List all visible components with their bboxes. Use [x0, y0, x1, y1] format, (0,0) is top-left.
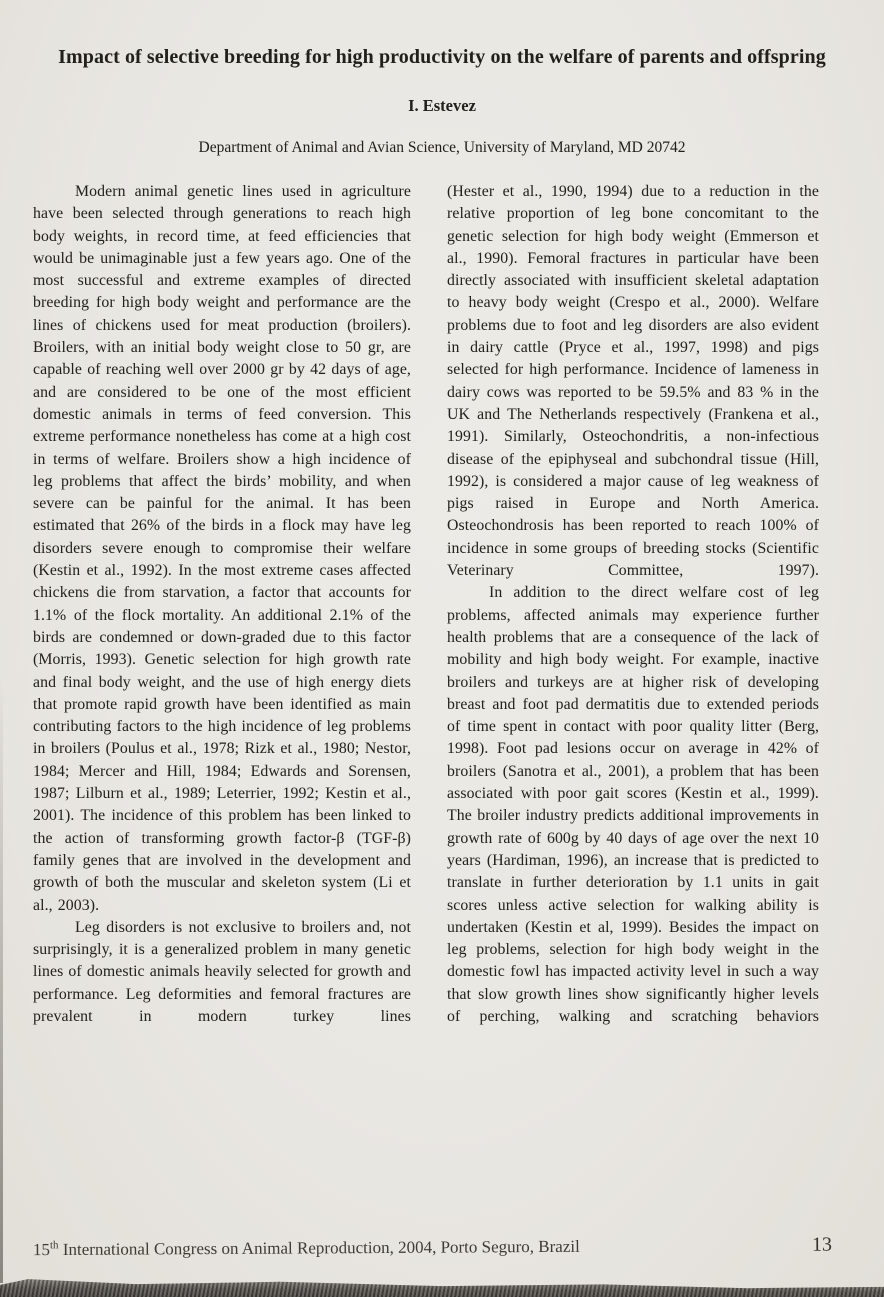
scan-edge-band [0, 1278, 884, 1297]
ordinal-suffix: th [49, 1239, 59, 1252]
column-left [33, 181, 411, 1028]
body-columns [33, 181, 884, 1028]
congress-title: International Congress on Animal Reproduction, 2004, Porto Seguro, Brazil [58, 1237, 580, 1260]
affiliation-line: Department of Animal and Avian Science, University of Maryland, MD 20742 [198, 139, 686, 156]
scan-left-edge-shadow [0, 674, 3, 1283]
page-title: Impact of selective breeding for high productivity on the welfare of parents and offspring [58, 46, 826, 68]
body-paragraph: (Hester et al., 1990, 1994) due to a reduction in the relative proportion of leg bone concomitant to the genetic selection for high body weight (Emmerson et al., 1990). Femoral fractures in particular have been directly associated with insufficient skeletal adaptation to heavy body weight (Crespo et al., 2000). Welfare problems due to foot and leg disorders are also evident in dairy cattle (Pryce et al., 1997, 1998) and pigs selected for high performance. Incidence of lameness in dairy cows was reported to be 59.5% and 83 % in the UK and The Netherlands respectively (Frankena et al., 1991). Similarly, Osteochondritis, a non-infectious disease of the epiphyseal and subchondral tissue (Hill, 1992), is considered a major cause of leg weakness of pigs raised in Europe and North America. Osteochondrosis has been reported to reach 100% of incidence in some groups of breeding stocks (Scientific Veterinary Committee, 1997). [447, 183, 819, 580]
body-paragraph: Modern animal genetic lines used in agriculture have been selected through generations to reach high body weights, in record time, at feed efficiencies that would be unimaginable just a few years ago. One of the most successful and extreme examples of directed breeding for high body weight and performance are the lines of chickens used for meat production (broilers). Broilers, with an initial body weight close to 50 gr, are capable of reaching well over 2000 gr by 42 days of age, and are considered to be one of the most efficient domestic animals in terms of feed conversion. This extreme performance nonetheless has come at a high cost in terms of welfare. Broilers show a high incidence of leg problems that affect the birds’ mobility, and when severe can be painful for the animal. It has been estimated that 26% of the birds in a flock may have leg disorders severe enough to compromise their welfare (Kestin et al., 1992). In the most extreme cases affected chickens die from starvation, a factor that accounts for 1.1% of the flock mortality. An additional 2.1% of the birds are condemned or down-graded due to this factor (Morris, 1993). Genetic selection for high growth rate and final body weight, and the use of high energy diets that promote rapid growth have been identified as main contributing factors to the high incidence of leg problems in broilers (Poulus et al., 1978; Rizk et al., 1980; Nestor, 1984; Mercer and Hill, 1984; Edwards and Sorensen, 1987; Lilburn et al., 1989; Leterrier, 1992; Kestin et al., 2001). The incidence of this problem has been linked to the action of transforming growth factor-β (TGF-β) family genes that are involved in the development and growth of both the muscular and skeleton system (Li et al., 2003). [33, 183, 411, 914]
footer-text [33, 1236, 580, 1260]
author-name: I. Estevez [408, 96, 476, 115]
column-right [447, 181, 819, 1028]
page-number: 13 [811, 1233, 833, 1256]
body-paragraph: In addition to the direct welfare cost of leg problems, affected animals may experience further health problems that are a consequence of the lack of mobility and high body weight. For example, inactive broilers and turkeys are at higher risk of developing breast and foot pad dermatitis due to extended periods of time spent in contact with poor quality litter (Berg, 1998). Foot pad lesions occur on average in 42% of broilers (Sanotra et al., 2001), a problem that has been associated with poor gait scores (Kestin et al., 1999). The broiler industry predicts additional improvements in growth rate of 600g by 40 days of age over the next 10 years (Hardiman, 1996), an increase that is predicted to translate in further deterioration by 1.1 units in gait scores unless active selection for walking ability is undertaken (Kestin et al, 1999). Besides the impact on leg problems, selection for high body weight in the domestic fowl has impacted activity level in such a way that slow growth lines show significantly higher levels of perching, walking and scratching behaviors [447, 584, 819, 1025]
footer [33, 1234, 844, 1262]
congress-number: 15 [32, 1240, 51, 1260]
body-paragraph: Leg disorders is not exclusive to broilers and, not surprisingly, it is a generalized problem in many genetic lines of domestic animals heavily selected for growth and performance. Leg deformities and femoral fractures are prevalent in modern turkey lines [33, 918, 411, 1025]
